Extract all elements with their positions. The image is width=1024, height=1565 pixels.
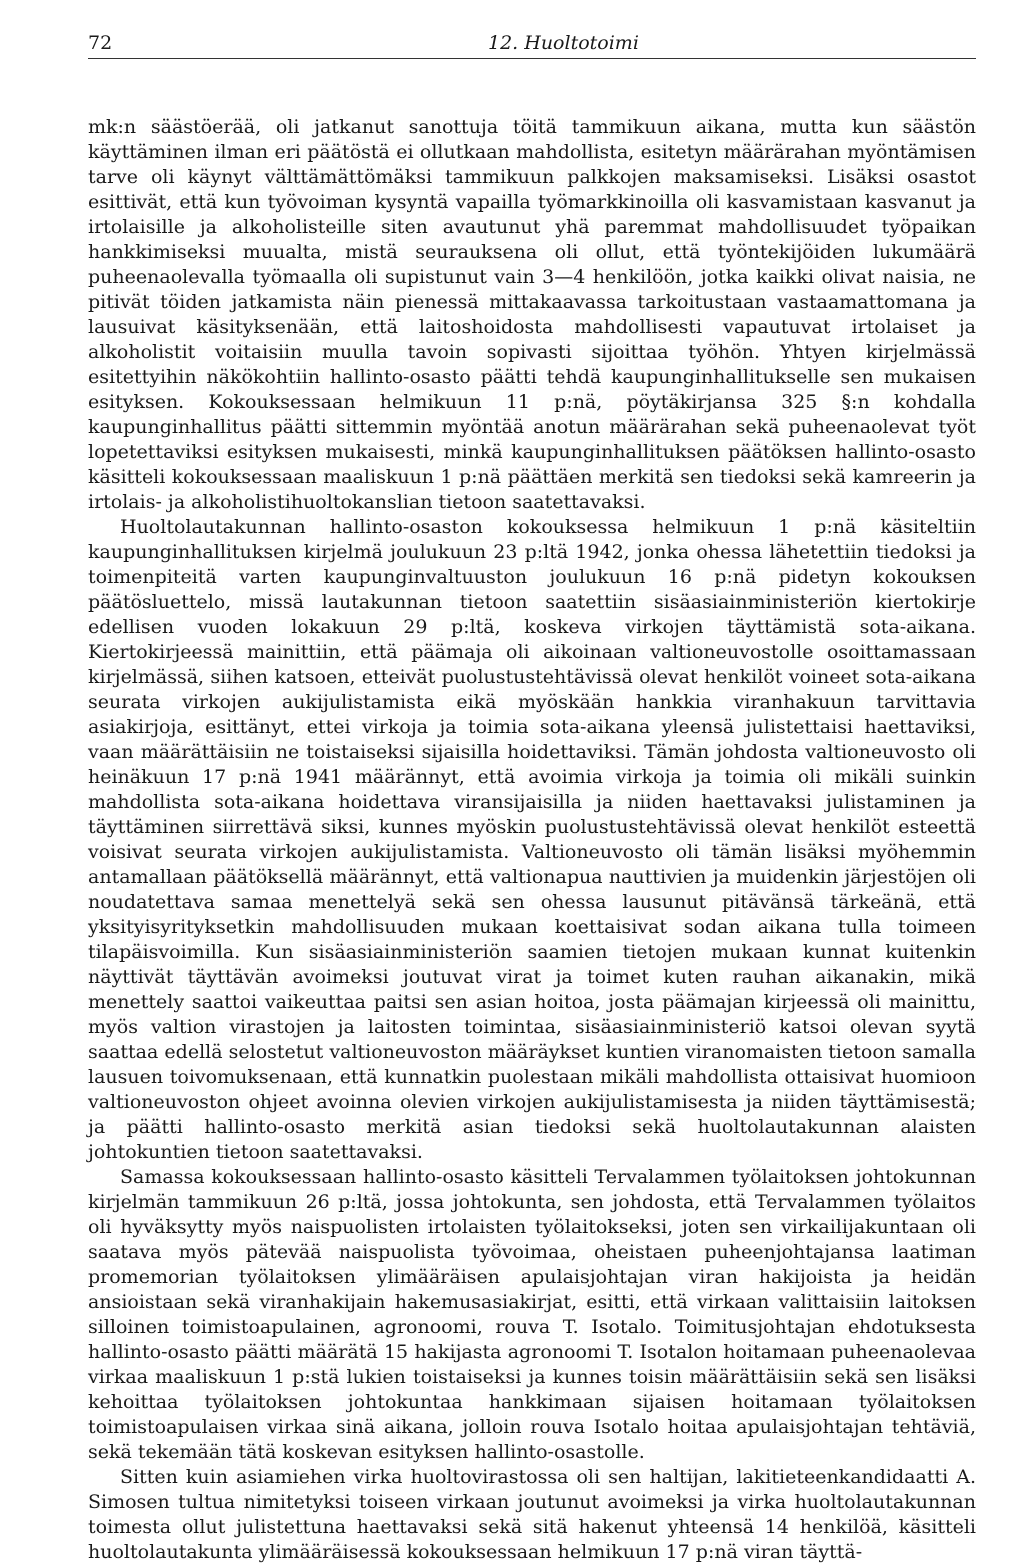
page-header [88, 28, 976, 59]
paragraph-tervalampi: Samassa kokouksessaan hallinto-osasto käsitteli Tervalammen työlaitoksen johtokunnan kirjelmän tammikuun 26 p:ltä, jossa johtokunta, sen johdosta, että Tervalammen työlaitos oli hyväksytty myös naispuolisten irtolaisten työlaitokseksi, joten sen virkailijakuntaan oli saatava myös pätevää naispuolista työvoimaa, oheistaen puheenjohtajansa laatiman promemorian työlaitoksen ylimääräisen apulaisjohtajan viran hakijoista ja heidän ansioistaan sekä viranhakijain hakemusasiakirjat, esitti, että virkaan valittaisiin laitoksen silloinen toimistoapulainen, agronoomi, rouva T. Isotalo. Toimitusjohtajan ehdotuksesta hallinto-osasto päätti määrätä 15 hakijasta agronoomi T. Isotalon hoitamaan puheenaolevaa virkaa maaliskuun 1 p:stä lukien toistaiseksi ja kunnes toisin määrättäisiin sekä sen lisäksi kehoittaa työlaitoksen johtokuntaa hankkimaan sijaisen hoitamaan työlaitoksen toimistoapulaisen virkaa sinä aikana, jolloin rouva Isotalo hoitaa apulaisjohtajan tehtäviä, sekä tekemään tätä koskevan esityksen hallinto-osastolle. [88, 1166, 976, 1463]
paragraph-attorney-post: Sitten kuin asiamiehen virka huoltovirastossa oli sen haltijan, lakitieteenkandidaatti A. Simosen tultua nimitetyksi toiseen virkaan joutunut avoimeksi ja virka huoltolautakunnan toimesta ollut julistettuna haettavaksi sekä sitä hakenut yhteensä 14 henkilöä, käsitteli huoltolautakunta ylimääräisessä kokouksessaan helmikuun 17 p:nä viran täyttä- [88, 1466, 976, 1563]
running-head: 12. Huoltotoimi [488, 32, 639, 54]
page-number: 72 [88, 32, 113, 54]
body-text [88, 115, 976, 1565]
paragraph-circular-letter: Huoltolautakunnan hallinto-osaston kokouksessa helmikuun 1 p:nä käsiteltiin kaupunginhallituksen kirjelmä joulukuun 23 p:ltä 1942, jonka ohessa lähetettiin tiedoksi ja toimenpiteitä varten kaupunginvaltuuston joulukuun 16 p:nä pidetyn kokouksen päätösluettelo, missä lautakunnan tietoon saatettiin sisäasiainministeriön kiertokirje edellisen vuoden lokakuun 29 p:ltä, koskeva virkojen täyttämistä sota-aikana. Kiertokirjeessä mainittiin, että päämaja oli aikoinaan valtioneuvostolle osoittamassaan kirjelmässä, siihen katsoen, etteivät puolustustehtävissä olevat henkilöt voineet sota-aikana seurata virkojen aukijulistamista eikä myöskään hankkia viranhakuun tarvittavia asiakirjoja, esittänyt, ettei virkoja ja toimia sota-aikana yleensä julistettaisi haettaviksi, vaan määrättäisiin ne toistaiseksi sijaisilla hoidettaviksi. Tämän johdosta valtioneuvosto oli heinäkuun 17 p:nä 1941 määrännyt, että avoimia virkoja ja toimia oli mikäli suinkin mahdollista sota-aikana hoidettava viransijaisilla ja niiden haettavaksi julistaminen ja täyttäminen siirrettävä siksi, kunnes myöskin puolustustehtävissä olevat henkilöt esteettä voisivat seurata virkojen aukijulistamista. Valtioneuvosto oli tämän lisäksi myöhemmin antamallaan päätöksellä määrännyt, että valtionapua nauttivien ja muidenkin järjestöjen oli noudatettava samaa menettelyä sekä sen ohessa lausunut pitävänsä tärkeänä, että yksityisyrityksetkin mahdollisuuden mukaan koettaisivat sodan aikana tulla toimeen tilapäisvoimilla. Kun sisäasiainministeriön saamien tietojen mukaan kunnat kuitenkin näyttivät täyttävän avoimeksi joutuvat virat ja toimet kuten rauhan aikanakin, mikä menettely saattoi vaikeuttaa paitsi sen asian hoitoa, josta päämajan kirjeessä oli mainittu, myös valtion virastojen ja laitosten toimintaa, sisäasiainministeriö katsoi olevan syytä saattaa edellä selostetut valtioneuvoston määräykset kuntien viranomaisten tietoon samalla lausuen toivomuksenaan, että kunnatkin puolestaan mikäli mahdollista ottaisivat huomioon valtioneuvoston ohjeet avoinna olevien virkojen aukijulistamisesta ja niiden täyttämisestä; ja päätti hallinto-osasto merkitä asian tiedoksi sekä huoltolautakunnan alaisten johtokuntien tietoon saatettavaksi. [88, 516, 976, 1163]
document-page [88, 28, 976, 1563]
paragraph-continuation: mk:n säästöerää, oli jatkanut sanottuja töitä tammikuun aikana, mutta kun säästön käyttäminen ilman eri päätöstä ei ollutkaan mahdollista, esitetyn määrärahan myöntämisen tarve oli käynyt välttämättömäksi tammikuun palkkojen maksamiseksi. Lisäksi osastot esittivät, että kun työvoiman kysyntä vapailla työmarkkinoilla oli kasvamistaan kasvanut ja irtolaisille ja alkoholisteille siten avautunut yhä paremmat mahdollisuudet työpaikan hankkimiseksi muualta, mistä seurauksena oli ollut, että työntekijöiden lukumäärä puheenaolevalla työmaalla oli supistunut vain 3—4 henkilöön, jotka kaikki olivat naisia, ne pitivät töiden jatkamista näin pienessä mittakaavassa tarkoitustaan vastaamattomana ja lausuivat käsityksenään, että laitoshoidosta mahdollisesti vapautuvat irtolaiset ja alkoholistit voitaisiin muulla tavoin sopivasti sijoittaa työhön. Yhtyen kirjelmässä esitettyihin näkökohtiin hallinto-osasto päätti tehdä kaupunginhallitukselle sen mukaisen esityksen. Kokouksessaan helmikuun 11 p:nä, pöytäkirjansa 325 §:n kohdalla kaupunginhallitus päätti sittemmin myöntää anotun määrärahan sekä puheenaolevat työt lopetettaviksi esityksen mukaisesti, minkä kaupunginhallituksen päätöksen hallinto-osasto käsitteli kokouksessaan maaliskuun 1 p:nä päättäen merkitä sen tiedoksi sekä kamreerin ja irtolais- ja alkoholistihuoltokanslian tietoon saatettavaksi. [88, 116, 976, 513]
